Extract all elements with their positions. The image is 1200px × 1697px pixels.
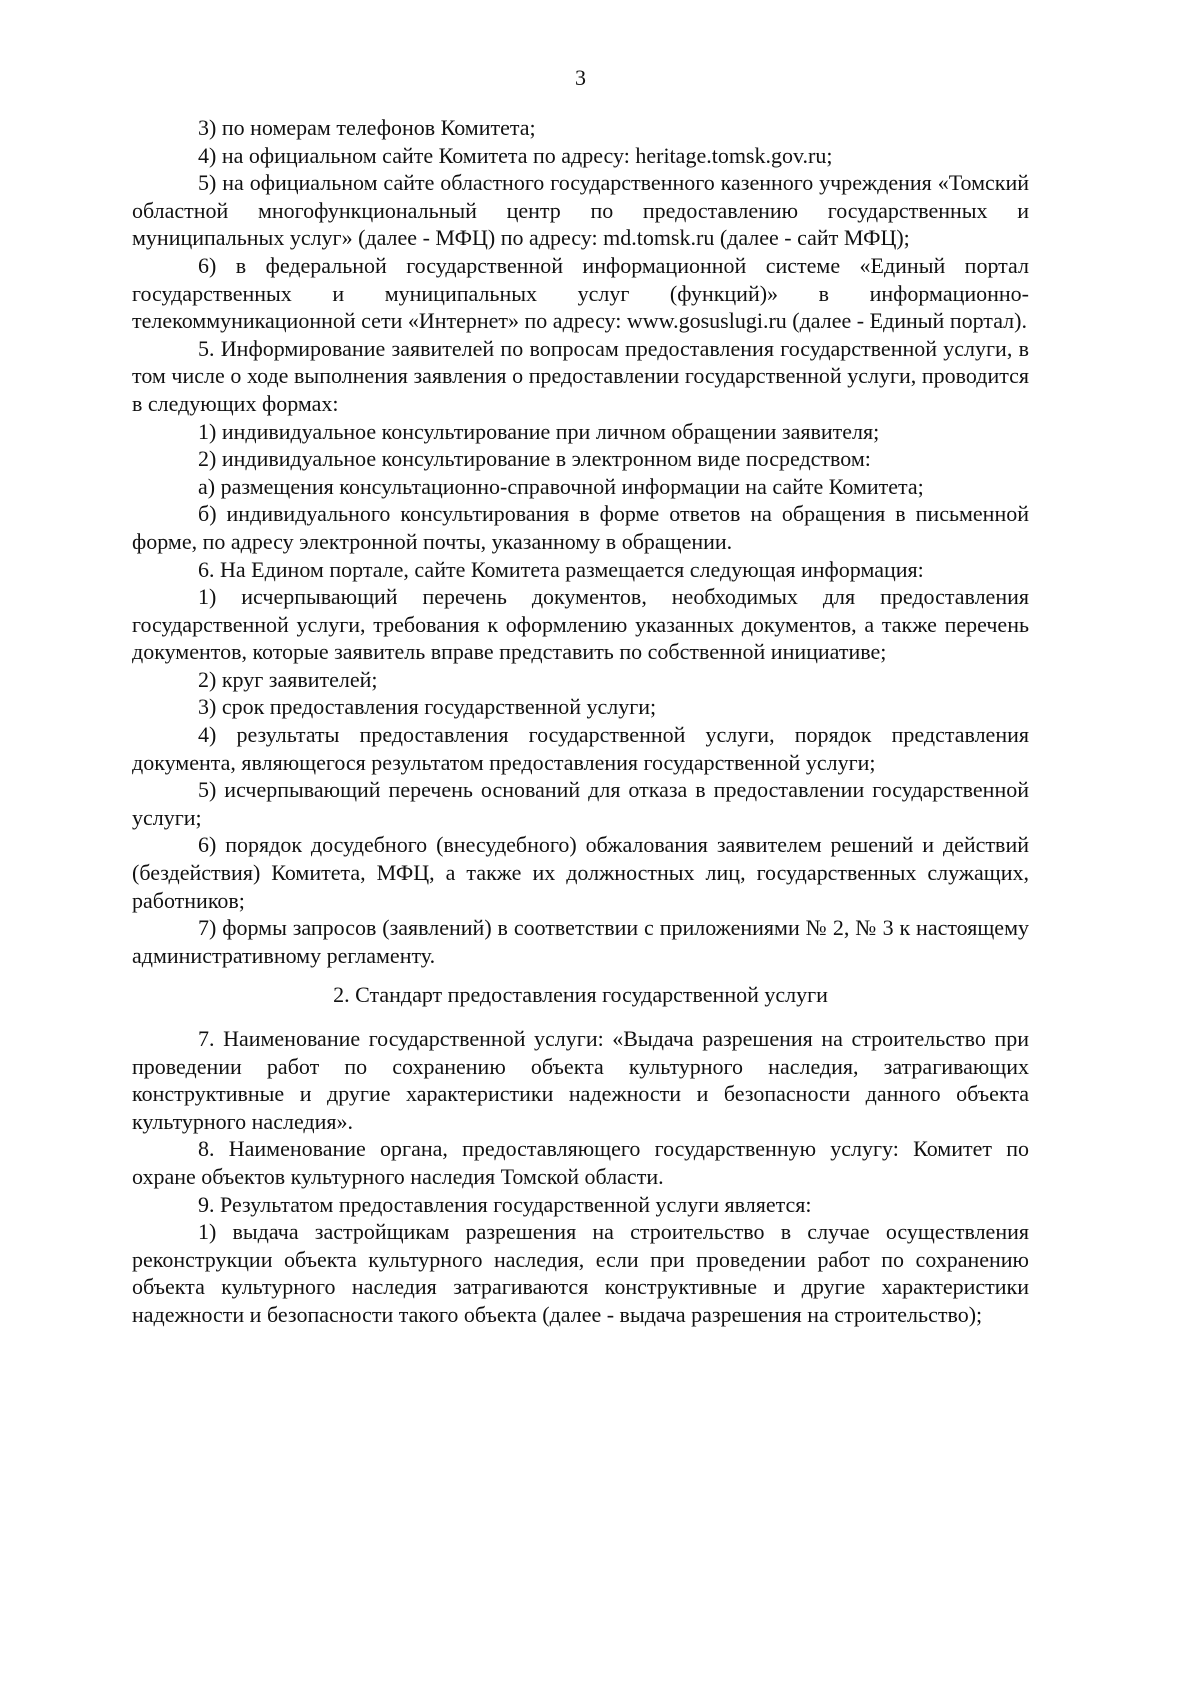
list-item: 5) на официальном сайте областного государственного казенного учреждения «Томский областной многофункциональный центр по предоставлению государственных и муниципальных услуг» (далее - МФЦ) по адресу: md.tomsk.ru (далее - сайт МФЦ); — [132, 170, 1029, 251]
list-item: 2) круг заявителей; — [198, 666, 378, 692]
list-item: 5) исчерпывающий перечень оснований для отказа в предоставлении государственной услуги; — [132, 777, 1029, 830]
section-heading: 2. Стандарт предоставления государственной услуги — [333, 982, 828, 1008]
list-item: 1) выдача застройщикам разрешения на строительство в случае осуществления реконструкции объекта культурного наследия, если при проведении работ по сохранению объекта культурного наследия затрагиваются конструктивные и другие характеристики надежности и безопасности такого объекта (далее - выдача разрешения на строительство); — [132, 1219, 1029, 1327]
paragraph: 9. Результатом предоставления государственной услуги является: — [198, 1191, 812, 1217]
paragraph: 6. На Едином портале, сайте Комитета размещается следующая информация: — [198, 556, 924, 582]
list-item: 2) индивидуальное консультирование в электронном виде посредством: — [198, 446, 871, 472]
list-item: а) размещения консультационно-справочной информации на сайте Комитета; — [198, 473, 924, 499]
list-item: 4) на официальном сайте Комитета по адресу: heritage.tomsk.gov.ru; — [198, 142, 833, 168]
list-item: 7) формы запросов (заявлений) в соответствии с приложениями № 2, № 3 к настоящему административному регламенту. — [132, 915, 1029, 968]
list-item: 3) по номерам телефонов Комитета; — [198, 115, 536, 140]
list-item: 1) индивидуальное консультирование при личном обращении заявителя; — [198, 418, 880, 444]
list-item: 3) срок предоставления государственной услуги; — [198, 694, 657, 720]
paragraph: 5. Информирование заявителей по вопросам предоставления государственной услуги, в том числе о ходе выполнения заявления о предоставлении государственной услуги, проводится в следующих формах: — [132, 335, 1029, 416]
list-item: 4) результаты предоставления государственной услуги, порядок представления документа, являющегося результатом предоставления государственной услуги; — [132, 722, 1029, 775]
page-number: 3 — [575, 65, 586, 90]
paragraph: 8. Наименование органа, предоставляющего государственную услугу: Комитет по охране объектов культурного наследия Томской области. — [132, 1136, 1029, 1189]
list-item: 6) порядок досудебного (внесудебного) обжалования заявителем решений и действий (бездействия) Комитета, МФЦ, а также их должностных лиц, государственных служащих, работников; — [132, 832, 1029, 913]
list-item: 1) исчерпывающий перечень документов, необходимых для предоставления государственной услуги, требования к оформлению указанных документов, а также перечень документов, которые заявитель вправе представить по собственной инициативе; — [132, 584, 1029, 665]
list-item: 6) в федеральной государственной информационной системе «Единый портал государственных и муниципальных услуг (функций)» в информационно-телекоммуникационной сети «Интернет» по адресу: www.gosuslugi.ru (далее - Единый портал). — [132, 252, 1029, 334]
document-page — [132, 64, 1029, 1329]
list-item: б) индивидуального консультирования в форме ответов на обращения в письменной форме, по адресу электронной почты, указанному в обращении. — [132, 501, 1029, 554]
paragraph: 7. Наименование государственной услуги: «Выдача разрешения на строительство при проведении работ по сохранению объекта культурного наследия, затрагивающих конструктивные и другие характеристики надежности и безопасности данного объекта культурного наследия». — [132, 1026, 1029, 1134]
